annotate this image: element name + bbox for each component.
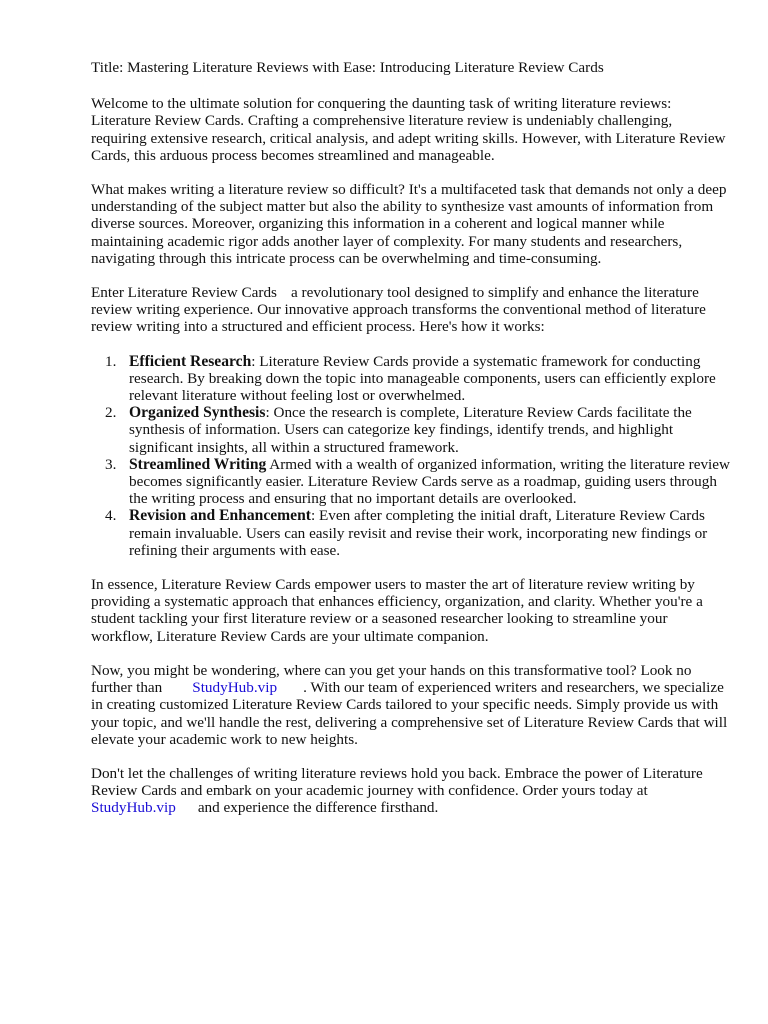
list-item-text: : Literature Review Cards provide a systematic framework for conducting research. By breaking down the topic into manageable components, users can efficiently explore relevant literature without feeling lost or overwhelmed. <box>129 352 716 405</box>
enter-paragraph <box>91 284 731 336</box>
essence-text: In essence, Literature Review Cards empower users to master the art of literature review writing by providing a systematic approach that enhances efficiency, organization, and clarity. Whether you're a student tackling your first literature review or a seasoned researcher looking to streamline your workflow, Literature Review Cards are your ultimate companion. <box>91 576 703 645</box>
enter-text-rest: a revolutionary tool designed to simplify and enhance the literature review writing experience. Our innovative approach transforms the conventional method of literature review writing into a structured and efficient process. Here's how it works: <box>91 284 706 336</box>
closing-text-start: Don't let the challenges of writing literature reviews hold you back. Embrace the power of Literature Review Cards and embark on your academic journey with confidence. Order yours today at <box>91 764 703 800</box>
difficulty-text: What makes writing a literature review so difficult? It's a multifaceted task that demands not only a deep understanding of the subject matter but also the ability to synthesize vast amounts of information from diverse sources. Moreover, organizing this information in a coherent and logical manner while maintaining academic rigor adds another layer of complexity. For many students and researchers, navigating through this intricate process can be overwhelming and time-consuming. <box>91 181 727 267</box>
wondering-text-rest: . With our team of experienced writers and researchers, we specialize in creating customized Literature Review Cards tailored to your specific needs. Simply provide us with your topic, and we'll handle the rest, delivering a comprehensive set of Literature Review Cards that will elevate your academic work to new heights. <box>91 679 728 748</box>
how-it-works-list <box>91 353 731 559</box>
list-item-number: 2. <box>105 404 117 422</box>
list-item-number: 4. <box>105 507 117 525</box>
list-item-number: 1. <box>105 352 117 370</box>
closing-paragraph <box>91 765 731 817</box>
list-item-text: : Even after completing the initial draft, Literature Review Cards remain invaluable. Users can easily revisit and revise their work, incorporating new findings or refining their arguments with ease. <box>129 507 708 559</box>
list-item <box>105 455 731 508</box>
intro-paragraph <box>91 95 731 164</box>
wondering-paragraph <box>91 662 731 748</box>
list-item-number: 3. <box>105 455 117 473</box>
list-item-text: : Once the research is complete, Literature Review Cards facilitate the synthesis of information. Users can categorize key findings, identify trends, and highlight significant insights, all within a structured framework. <box>129 404 692 456</box>
list-item-heading: Organized Synthesis <box>129 404 266 422</box>
list-item-text: Armed with a wealth of organized information, writing the literature review becomes significantly easier. Literature Review Cards serve as a roadmap, guiding users through the writing process and ensuring that no important details are overlooked. <box>129 455 730 508</box>
document-page <box>91 59 731 834</box>
intro-text: Welcome to the ultimate solution for conquering the daunting task of writing literature reviews: Literature Review Cards. Crafting a comprehensive literature review is undeniably challenging, requiring extensive research, critical analysis, and adept writing skills. However, with Literature Review Cards, this arduous process becomes streamlined and manageable. <box>91 95 726 164</box>
enter-text-start: Enter Literature Review Cards <box>91 284 277 302</box>
difficulty-paragraph <box>91 181 731 267</box>
studyhub-link[interactable]: StudyHub.vip <box>192 679 278 697</box>
list-item <box>105 404 731 456</box>
list-item-heading: Revision and Enhancement <box>129 507 311 525</box>
list-item <box>105 352 731 405</box>
closing-text-rest: and experience the difference firsthand. <box>197 799 439 817</box>
list-item <box>105 507 731 559</box>
document-title: Title: Mastering Literature Reviews with Ease: Introducing Literature Review Cards <box>91 59 604 76</box>
list-item-heading: Streamlined Writing <box>129 455 267 473</box>
list-item-heading: Efficient Research <box>129 352 252 370</box>
studyhub-link-closing[interactable]: StudyHub.vip <box>91 799 176 817</box>
essence-paragraph <box>91 576 731 645</box>
wondering-text-start: Now, you might be wondering, where can you get your hands on this transformative tool? Look no further than <box>91 661 692 697</box>
